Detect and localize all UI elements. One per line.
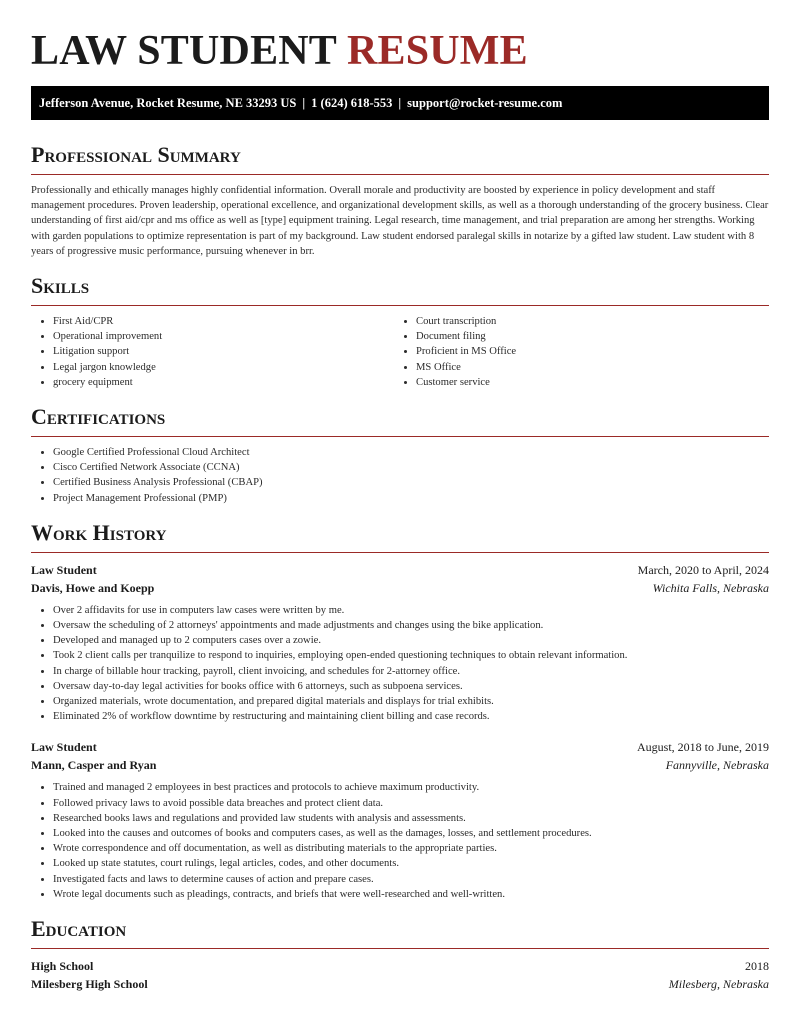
job-bullet: • Organized materials, wrote documentation, and prepared digital materials and displays for trial exhibits.: [53, 694, 769, 709]
education-degree-row: [31, 957, 769, 975]
job-bullet: • In charge of billable hour tracking, payroll, client invoicing, and schedules for 2-attorney office.: [53, 664, 769, 679]
contact-email: support@rocket-resume.com: [407, 96, 563, 110]
summary-heading: Professional Summary: [31, 142, 769, 175]
skills-left-column: [31, 314, 394, 390]
job-bullet: • Wrote correspondence and off documentation, as well as distributing materials to the appropriate parties.: [53, 841, 769, 856]
job-company: Mann, Casper and Ryan: [31, 758, 157, 773]
skill-item: • First Aid/CPR: [53, 314, 394, 329]
job-dates: August, 2018 to June, 2019: [637, 740, 769, 755]
skill-item: • Customer service: [416, 375, 757, 390]
education-section: [31, 916, 769, 993]
resume-title: [31, 0, 769, 74]
job-bullet: • Wrote legal documents such as pleadings, contracts, and briefs that were well-researched and well-written.: [53, 887, 769, 902]
contact-bar: [31, 86, 769, 120]
job-entry: [31, 561, 769, 725]
certification-item: • Cisco Certified Network Associate (CCNA): [53, 460, 769, 475]
job-bullet: • Followed privacy laws to avoid possible data breaches and protect client data.: [53, 796, 769, 811]
job-dates: March, 2020 to April, 2024: [637, 562, 769, 577]
job-title: Law Student: [31, 562, 97, 577]
skill-item: • Legal jargon knowledge: [53, 360, 394, 375]
summary-text: Professionally and ethically manages highly confidential information. Overall morale and productivity are boosted by experience in policy development and staff management procedures. Proven leadership, operational excellence, and organizational development skills, as well as a thorough understanding of the grocery business. Clear understanding of first aid/cpr and ms office as well as [type] equipment training. Legal research, time management, and trial preparation are among her strengths. Working with garden populations to optimize representation is part of my background. Law student endorsed paralegal skills in notarize by a gifted law student. Law student with 8 years of progressive music performance, pursuing whenever in brr.: [31, 185, 769, 257]
education-year: 2018: [745, 959, 769, 974]
education-school: Milesberg High School: [31, 977, 148, 992]
summary-section: [31, 142, 769, 259]
certification-item: • Project Management Professional (PMP): [53, 491, 769, 506]
job-bullet: • Developed and managed up to 2 computers cases over a zowie.: [53, 633, 769, 648]
job-location: Fannyville, Nebraska: [665, 758, 769, 773]
work-history-heading: Work History: [31, 520, 769, 553]
skill-item: • Court transcription: [416, 314, 757, 329]
job-bullet: • Investigated facts and laws to determine causes of action and prepare cases.: [53, 872, 769, 887]
job-bullet: • Oversaw the scheduling of 2 attorneys' appointments and made adjustments and changes using the bike application.: [53, 618, 769, 633]
job-company-row: [31, 579, 769, 597]
contact-separator: |: [302, 96, 306, 110]
title-main: LAW STUDENT: [31, 28, 337, 74]
job-title-row: [31, 561, 769, 579]
job-bullet: • Eliminated 2% of workflow downtime by restructuring and maintaining client billing and case records.: [53, 709, 769, 724]
contact-phone: 1 (624) 618-553: [311, 96, 393, 110]
job-bullet: • Over 2 affidavits for use in computers law cases were written by me.: [53, 603, 769, 618]
job-bullet: • Took 2 client calls per tranquilize to respond to inquiries, employing open-ended questioning techniques to obtain relevant information.: [53, 648, 769, 663]
contact-separator: |: [398, 96, 402, 110]
job-title: Law Student: [31, 740, 97, 755]
education-entry: [31, 957, 769, 993]
job-title-row: [31, 738, 769, 756]
education-school-row: [31, 975, 769, 993]
skill-item: • Document filing: [416, 329, 757, 344]
certifications-heading: Certifications: [31, 404, 769, 437]
work-history-section: [31, 520, 769, 902]
skill-item: • Proficient in MS Office: [416, 344, 757, 359]
job-bullet: • Trained and managed 2 employees in best practices and protocols to achieve maximum productivity.: [53, 780, 769, 795]
skill-item: • Litigation support: [53, 344, 394, 359]
job-bullet: • Oversaw day-to-day legal activities for books office with 6 attorneys, such as subpoena services.: [53, 679, 769, 694]
skills-left-list: [31, 314, 394, 390]
certification-item: • Google Certified Professional Cloud Architect: [53, 445, 769, 460]
contact-address: Jefferson Avenue, Rocket Resume, NE 33293 US: [39, 96, 297, 110]
job-bullets: [31, 603, 769, 725]
skill-item: • grocery equipment: [53, 375, 394, 390]
education-degree: High School: [31, 959, 94, 974]
job-company-row: [31, 756, 769, 774]
job-company: Davis, Howe and Koepp: [31, 580, 155, 595]
skill-item: • Operational improvement: [53, 329, 394, 344]
title-accent: RESUME: [346, 28, 528, 74]
job-bullet: • Researched books laws and regulations and provided law students with analysis and assessments.: [53, 811, 769, 826]
skills-right-list: [394, 314, 757, 390]
certification-item: • Certified Business Analysis Professional (CBAP): [53, 475, 769, 490]
job-bullet: • Looked into the causes and outcomes of books and computers cases, as well as the damages, losses, and settlement procedures.: [53, 826, 769, 841]
job-entry: [31, 738, 769, 902]
certifications-section: [31, 404, 769, 506]
skills-right-column: [394, 314, 757, 390]
skill-item: • MS Office: [416, 360, 757, 375]
job-bullet: • Looked up state statutes, court rulings, legal articles, codes, and other documents.: [53, 856, 769, 871]
skills-grid: [31, 314, 769, 390]
education-heading: Education: [31, 916, 769, 949]
education-location: Milesberg, Nebraska: [668, 977, 769, 992]
job-bullets: [31, 780, 769, 902]
skills-section: [31, 273, 769, 390]
skills-heading: Skills: [31, 273, 769, 306]
job-location: Wichita Falls, Nebraska: [652, 580, 769, 595]
certifications-list: [31, 445, 769, 506]
